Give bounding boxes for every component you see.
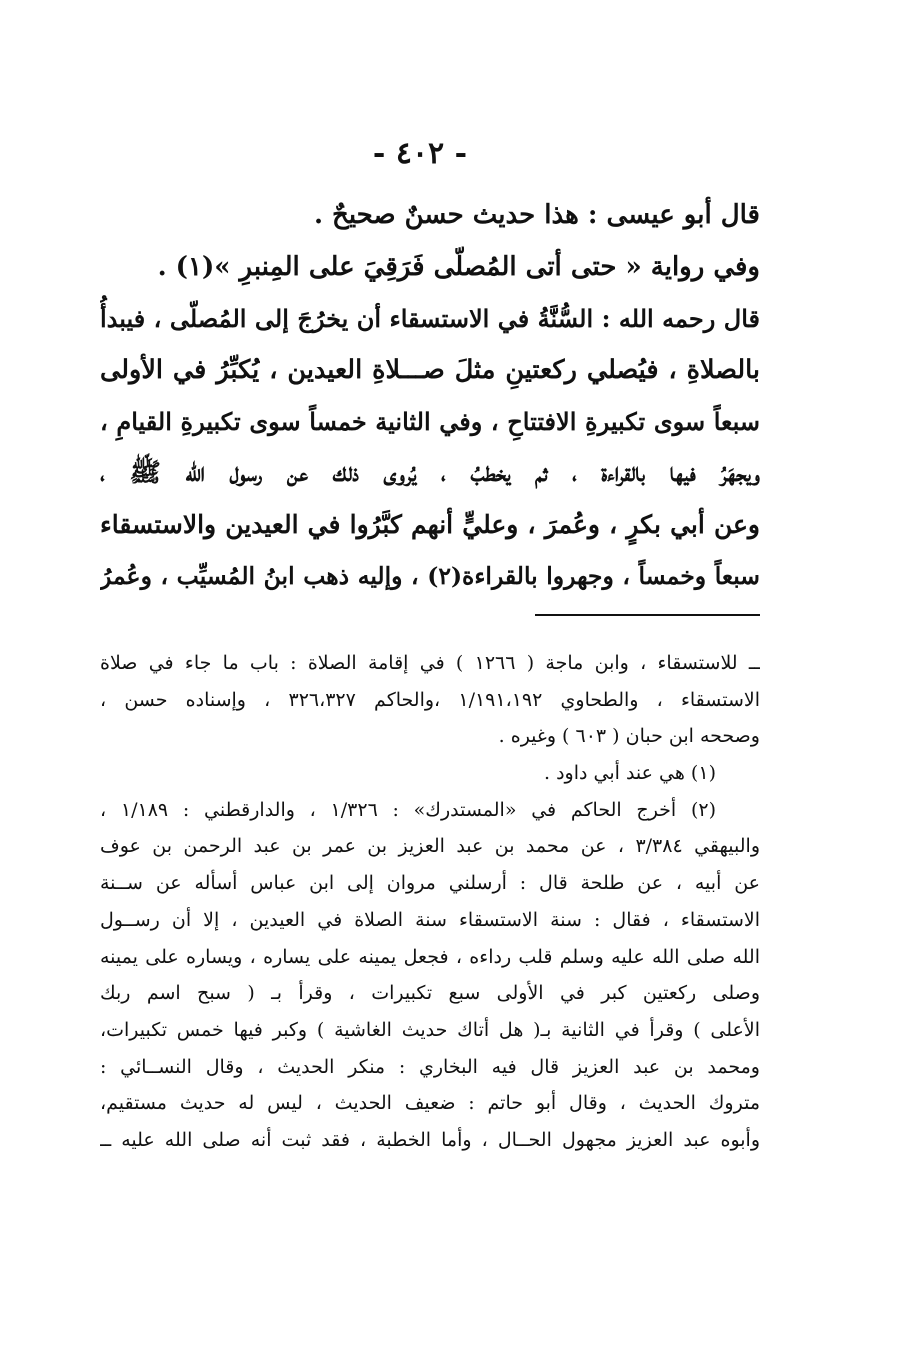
footnote-line: وصلى ركعتين كبر في الأولى سبع تكبيرات ، وقرأ بـ ( سبح اسم ربك [100, 982, 760, 1005]
main-text-line: قال أبو عيسى : هذا حديث حسنٌ صحيحٌ . [313, 200, 760, 230]
footnote-line: الاستسقاء ، فقال : سنة الاستسقاء سنة الصلاة في العيدين ، إلا أن رســول [100, 908, 760, 931]
footnote-line: عن أبيه ، عن طلحة قال : أرسلني مروان إلى ابن عباس أسأله عن ســنة [100, 872, 760, 895]
main-text-line: وفي رواية « حتى أتى المُصلّى فَرَقِيَ على المِنبرِ »(١) . [157, 251, 760, 282]
footnote-line: الله صلى الله عليه وسلم قلب رداءه ، فجعل يمينه على يساره ، ويساره على يمينه [100, 945, 760, 968]
main-text-line: وعن أبي بكرٍ ، وعُمرَ ، وعليٍّ أنهم كبَّرُوا في العيدين والاستسقاء [100, 510, 760, 539]
main-text-line: قال رحمه الله : السُّنَّةُ في الاستسقاء أن يخرُجَ إلى المُصلّى ، فيبدأُ [100, 304, 760, 333]
main-text-line: سبعاً سوى تكبيرةِ الافتتاحِ ، وفي الثانية خمساً سوى تكبيرةِ القيامِ ، [100, 407, 760, 436]
footnote-line: الاستسقاء ، والطحاوي ١/١٩١،١٩٢ ،والحاكم ٣٢٦،٣٢٧ ، وإسناده حسن ، [100, 688, 760, 711]
footnote-line: وصححه ابن حبان ( ٦٠٣ ) وغيره . [498, 725, 760, 748]
footnote-line: ــ للاستسقاء ، وابن ماجة ( ١٢٦٦ ) في إقامة الصلاة : باب ما جاء في صلاة [100, 652, 760, 674]
footnotes [100, 645, 760, 1159]
footnote-line: والبيهقي ٣/٣٨٤ ، عن محمد بن عبد العزيز بن عمر بن عبد الرحمن بن عوف [100, 835, 760, 858]
main-text [100, 190, 760, 602]
footnote-line: (٢) أخرج الحاكم في «المستدرك» : ١/٣٢٦ ، والدارقطني : ١/١٨٩ ، [100, 798, 716, 821]
footnote-line: وأبوه عبد العزيز مجهول الحــال ، وأما الخطبة ، فقد ثبت أنه صلى الله عليه ــ [100, 1128, 760, 1151]
footnote-line: (١) هي عند أبي داود . [544, 762, 716, 785]
footnote-line: الأعلى ) وقرأ في الثانية بـ( هل أتاك حديث الغاشية ) وكبر فيها خمس تكبيرات، [100, 1018, 760, 1041]
footnote-separator [535, 614, 760, 616]
page-number: - ٤٠٢ - [372, 136, 468, 171]
main-text-line: بالصلاةِ ، فيُصلي ركعتينِ مثلَ صـــلاةِ العيدين ، يُكبِّرُ في الأولى [100, 354, 760, 385]
footnote-line: متروك الحديث ، وقال أبو حاتم : ضعيف الحديث ، ليس له حديث مستقيم، [100, 1092, 760, 1115]
main-text-line: ويجهَرُ فيها بالقراءة ، ثم يخطبُ ، يُروى ذلك عن رسول الله ﷺ ، [100, 457, 760, 488]
main-text-line: سبعاً وخمساً ، وجهروا بالقراءة(٢) ، وإليه ذهب ابنُ المُسيِّب ، وعُمرُ [100, 561, 760, 590]
footnote-line: ومحمد بن عبد العزيز قال فيه البخاري : منكر الحديث ، وقال النســائي : [100, 1055, 760, 1078]
